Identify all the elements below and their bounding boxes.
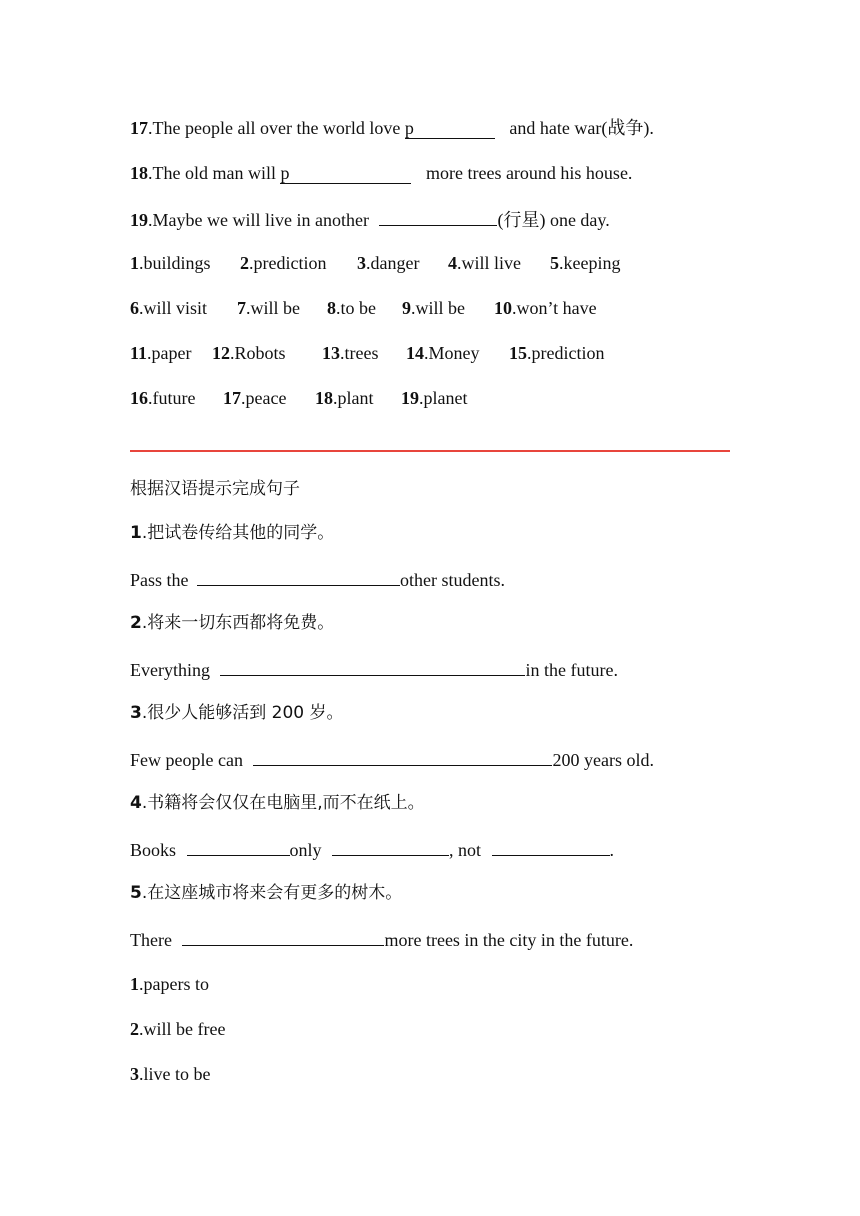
answer-number: 3 — [357, 253, 366, 273]
answer-text: .will be free — [139, 1019, 226, 1039]
answer-number: 16 — [130, 388, 148, 408]
prompt-3-english — [130, 746, 654, 772]
answer-number: 18 — [315, 388, 333, 408]
answer-number: 8 — [327, 298, 336, 318]
answer-item — [130, 296, 237, 320]
prompt-1-english — [130, 566, 505, 592]
answer-blank[interactable] — [492, 836, 610, 856]
answer-blank[interactable] — [182, 926, 384, 946]
answer-blank[interactable] — [332, 836, 449, 856]
answer-blank[interactable] — [187, 836, 290, 856]
question-17 — [130, 116, 654, 140]
answer-text: .live to be — [139, 1064, 211, 1084]
answer-row-3 — [130, 341, 604, 365]
answer-number: 19 — [401, 388, 419, 408]
answer-item — [401, 386, 467, 410]
answer-item — [315, 386, 401, 410]
answer-blank[interactable] — [197, 566, 400, 586]
answer-item — [406, 341, 509, 365]
prompt-number: 4 — [130, 793, 142, 813]
answer-text: .will be — [411, 298, 465, 318]
answer-item — [130, 386, 223, 410]
answer-text: .peace — [241, 388, 287, 408]
answer-number: 11 — [130, 343, 148, 363]
answer-number: 10 — [494, 298, 512, 318]
hint-letter: p — [280, 163, 290, 183]
answer-number: 2 — [240, 253, 249, 273]
answer-text: .danger — [366, 253, 420, 273]
question-text: .The old man will — [148, 163, 281, 183]
sentence-end: other students. — [400, 570, 505, 590]
prompt-2-chinese — [130, 611, 334, 635]
answer-line-2 — [130, 1017, 225, 1041]
answer-text: .keeping — [559, 253, 621, 273]
answer-text: .prediction — [527, 343, 605, 363]
answer-text: .Robots — [230, 343, 286, 363]
answer-number: 12 — [212, 343, 230, 363]
answer-number: 7 — [237, 298, 246, 318]
answer-number: 4 — [448, 253, 457, 273]
sentence-end: more trees in the city in the future. — [384, 930, 634, 950]
sentence-middle: , not — [449, 840, 486, 860]
prompt-chinese-text: .把试卷传给其他的同学。 — [141, 523, 335, 543]
answer-text: .planet — [419, 388, 468, 408]
sentence-start: Everything — [130, 660, 215, 680]
answer-number: 9 — [402, 298, 411, 318]
prompt-chinese-text: .书籍将会仅仅在电脑里,而不在纸上。 — [141, 793, 425, 813]
answer-item — [322, 341, 406, 365]
answer-text: .paper — [147, 343, 192, 363]
sentence-start: Few people can — [130, 750, 248, 770]
answer-line-1 — [130, 972, 209, 996]
answer-item — [240, 251, 357, 275]
answer-item — [357, 251, 448, 275]
prompt-chinese-text: .很少人能够活到 200 岁。 — [141, 703, 344, 723]
answer-number: 2 — [130, 1019, 139, 1039]
prompt-5-english — [130, 926, 633, 952]
answer-blank[interactable] — [405, 119, 495, 139]
answer-item — [212, 341, 322, 365]
answer-item — [402, 296, 494, 320]
answer-row-1 — [130, 251, 620, 275]
answer-text: .trees — [340, 343, 379, 363]
answer-item — [327, 296, 402, 320]
prompt-5-chinese — [130, 881, 402, 905]
sentence-start: Pass the — [130, 570, 193, 590]
answer-line-3 — [130, 1062, 210, 1086]
answer-text: .will live — [457, 253, 521, 273]
prompt-chinese-text: .在这座城市将来会有更多的树木。 — [141, 883, 403, 903]
answer-text: .buildings — [139, 253, 211, 273]
prompt-2-english — [130, 656, 618, 682]
prompt-number: 5 — [130, 883, 142, 903]
answer-text: .prediction — [249, 253, 327, 273]
answer-item — [550, 251, 620, 275]
sentence-start: There — [130, 930, 177, 950]
sentence-end: in the future. — [525, 660, 618, 680]
question-text-end: and hate war(战争). — [504, 118, 654, 138]
answer-text: .will be — [246, 298, 300, 318]
sentence-end: . — [609, 840, 615, 860]
answer-number: 6 — [130, 298, 139, 318]
answer-item — [509, 341, 604, 365]
answer-row-4 — [130, 386, 467, 410]
answer-text: .papers to — [139, 974, 209, 994]
answer-item — [223, 386, 315, 410]
section-divider — [130, 450, 730, 452]
answer-blank[interactable] — [253, 746, 552, 766]
question-text-end: (行星) one day. — [497, 210, 610, 230]
answer-blank[interactable] — [379, 206, 497, 226]
answer-number: 1 — [130, 974, 139, 994]
answer-text: .will visit — [139, 298, 208, 318]
question-number: 19 — [130, 210, 148, 230]
answer-text: .won’t have — [512, 298, 597, 318]
answer-item — [130, 341, 212, 365]
answer-text: .Money — [424, 343, 480, 363]
answer-blank[interactable] — [280, 164, 411, 184]
question-18 — [130, 161, 632, 185]
prompt-4-english — [130, 836, 614, 862]
question-text: .The people all over the world love — [148, 118, 405, 138]
answer-number: 13 — [322, 343, 340, 363]
answer-item — [130, 251, 240, 275]
sentence-end: 200 years old. — [552, 750, 654, 770]
prompt-chinese-text: .将来一切东西都将免费。 — [141, 613, 335, 633]
sentence-middle: only — [289, 840, 327, 860]
answer-text: .to be — [336, 298, 376, 318]
answer-number: 1 — [130, 253, 139, 273]
answer-number: 15 — [509, 343, 527, 363]
answer-text: .plant — [333, 388, 374, 408]
answer-number: 14 — [406, 343, 424, 363]
prompt-4-chinese — [130, 791, 425, 815]
answer-row-2 — [130, 296, 597, 320]
answer-number: 17 — [223, 388, 241, 408]
prompt-3-chinese — [130, 701, 344, 725]
question-number: 18 — [130, 163, 148, 183]
answer-item — [237, 296, 327, 320]
sentence-start: Books — [130, 840, 181, 860]
question-text-end: more trees around his house. — [421, 163, 633, 183]
answer-number: 3 — [130, 1064, 139, 1084]
question-text: .Maybe we will live in another — [148, 210, 374, 230]
question-number: 17 — [130, 118, 148, 138]
answer-blank[interactable] — [220, 656, 525, 676]
answer-text: .future — [148, 388, 196, 408]
answer-item — [494, 296, 597, 320]
prompt-number: 1 — [130, 523, 142, 543]
prompt-number: 3 — [130, 703, 142, 723]
section-heading: 根据汉语提示完成句子 — [130, 479, 300, 499]
answer-number: 5 — [550, 253, 559, 273]
question-19 — [130, 206, 610, 232]
hint-letter: p — [404, 118, 414, 138]
answer-item — [448, 251, 550, 275]
prompt-number: 2 — [130, 613, 142, 633]
prompt-1-chinese — [130, 521, 334, 545]
